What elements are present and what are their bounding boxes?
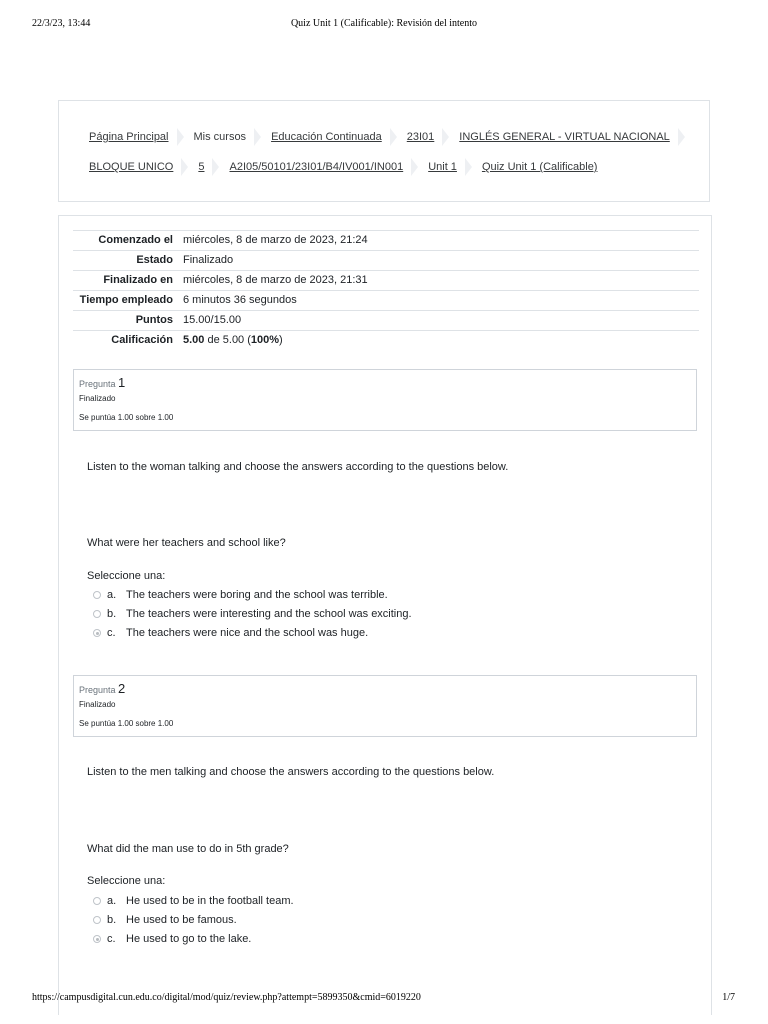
question-info-2 [73,675,697,737]
option-letter: c. [107,627,116,639]
question-state: Finalizado [79,700,116,709]
answer-option[interactable] [93,894,294,908]
question-grade: Se puntúa 1.00 sobre 1.00 [79,719,174,728]
breadcrumb-separator [212,158,219,176]
summary-row-finished [73,271,699,291]
option-letter: b. [107,608,117,620]
option-text: The teachers were boring and the school was terrible. [126,589,388,601]
question-num: 1 [118,375,126,390]
answer-option[interactable] [93,607,412,621]
summary-row-grade [73,331,699,351]
breadcrumb-separator [390,128,397,146]
breadcrumb-unit[interactable]: Unit 1 [428,161,457,173]
summary-row-state [73,251,699,271]
option-text: He used to go to the lake. [126,933,252,945]
question-label: Pregunta [79,685,116,695]
breadcrumb [58,100,710,202]
option-text: The teachers were nice and the school was huge. [126,627,369,639]
question-info-1 [73,369,697,431]
time-value: 6 minutos 36 segundos [183,294,297,306]
question-number [79,375,125,390]
breadcrumb-separator [254,128,261,146]
question-num: 2 [118,681,126,696]
radio-icon[interactable] [93,916,101,924]
state-value: Finalizado [183,254,234,266]
radio-checked-icon[interactable] [93,629,101,637]
option-text: He used to be famous. [126,914,237,926]
option-letter: a. [107,895,117,907]
answer-option-selected[interactable] [93,932,251,946]
breadcrumb-separator [181,158,188,176]
breadcrumb-course[interactable]: A2I05/50101/23I01/B4/IV001/IN001 [229,161,404,173]
breadcrumb-my-courses: Mis cursos [193,131,247,143]
option-letter: a. [107,589,117,601]
breadcrumb-separator [678,128,685,146]
summary-row-time [73,291,699,311]
print-footer [0,992,768,1006]
started-label: Comenzado el [98,234,173,246]
attempt-review [58,215,712,1015]
print-title: Quiz Unit 1 (Calificable): Revisión del intento [290,18,478,29]
radio-icon[interactable] [93,591,101,599]
time-label: Tiempo empleado [79,294,173,306]
breadcrumb-separator [442,128,449,146]
attempt-summary-table [73,230,699,350]
radio-checked-icon[interactable] [93,935,101,943]
question-intro: Listen to the men talking and choose the answers according to the questions below. [87,766,495,778]
started-value: miércoles, 8 de marzo de 2023, 21:24 [183,234,368,246]
grade-label: Calificación [111,334,173,346]
breadcrumb-level[interactable]: 5 [198,161,205,173]
finished-value: miércoles, 8 de marzo de 2023, 21:31 [183,274,368,286]
answer-option[interactable] [93,588,388,602]
summary-row-started [73,231,699,251]
breadcrumb-program[interactable]: INGLÉS GENERAL - VIRTUAL NACIONAL [459,131,670,143]
grade-percent: 100% [250,334,280,346]
grade-score: 5.00 [183,334,205,346]
breadcrumb-home[interactable]: Página Principal [89,131,169,143]
question-intro: Listen to the woman talking and choose the answers according to the questions below. [87,461,509,473]
answer-prompt: Seleccione una: [87,570,166,582]
option-letter: c. [107,933,116,945]
breadcrumb-quiz[interactable]: Quiz Unit 1 (Calificable) [481,161,598,173]
print-page-number: 1/7 [722,992,735,1003]
print-date: 22/3/23, 13:44 [32,18,91,29]
question-number [79,681,125,696]
grade-of: de 5.00 ( [204,334,251,346]
question-state: Finalizado [79,394,116,403]
points-label: Puntos [135,314,173,326]
breadcrumb-separator [465,158,472,176]
answer-option[interactable] [93,913,237,927]
breadcrumb-block[interactable]: BLOQUE UNICO [89,161,174,173]
option-text: The teachers were interesting and the school was exciting. [126,608,412,620]
print-url: https://campusdigital.cun.edu.co/digital/mod/quiz/review.php?attempt=5899350&cmid=6019220 [32,992,421,1003]
question-text: What were her teachers and school like? [87,537,286,549]
grade-close: ) [279,334,283,346]
print-header [0,18,768,32]
summary-row-points [73,311,699,331]
points-value: 15.00/15.00 [183,314,242,326]
breadcrumb-row-2 [89,158,597,176]
breadcrumb-separator [411,158,418,176]
radio-icon[interactable] [93,610,101,618]
state-label: Estado [136,254,173,266]
option-text: He used to be in the football team. [126,895,294,907]
breadcrumb-separator [177,128,184,146]
breadcrumb-category[interactable]: Educación Continuada [271,131,382,143]
breadcrumb-row-1 [89,128,695,146]
finished-label: Finalizado en [103,274,173,286]
grade-value [179,331,699,351]
question-grade: Se puntúa 1.00 sobre 1.00 [79,413,174,422]
question-label: Pregunta [79,379,116,389]
answer-prompt: Seleccione una: [87,875,166,887]
question-text: What did the man use to do in 5th grade? [87,843,289,855]
answer-option-selected[interactable] [93,626,368,640]
radio-icon[interactable] [93,897,101,905]
breadcrumb-period[interactable]: 23I01 [406,131,435,143]
option-letter: b. [107,914,117,926]
